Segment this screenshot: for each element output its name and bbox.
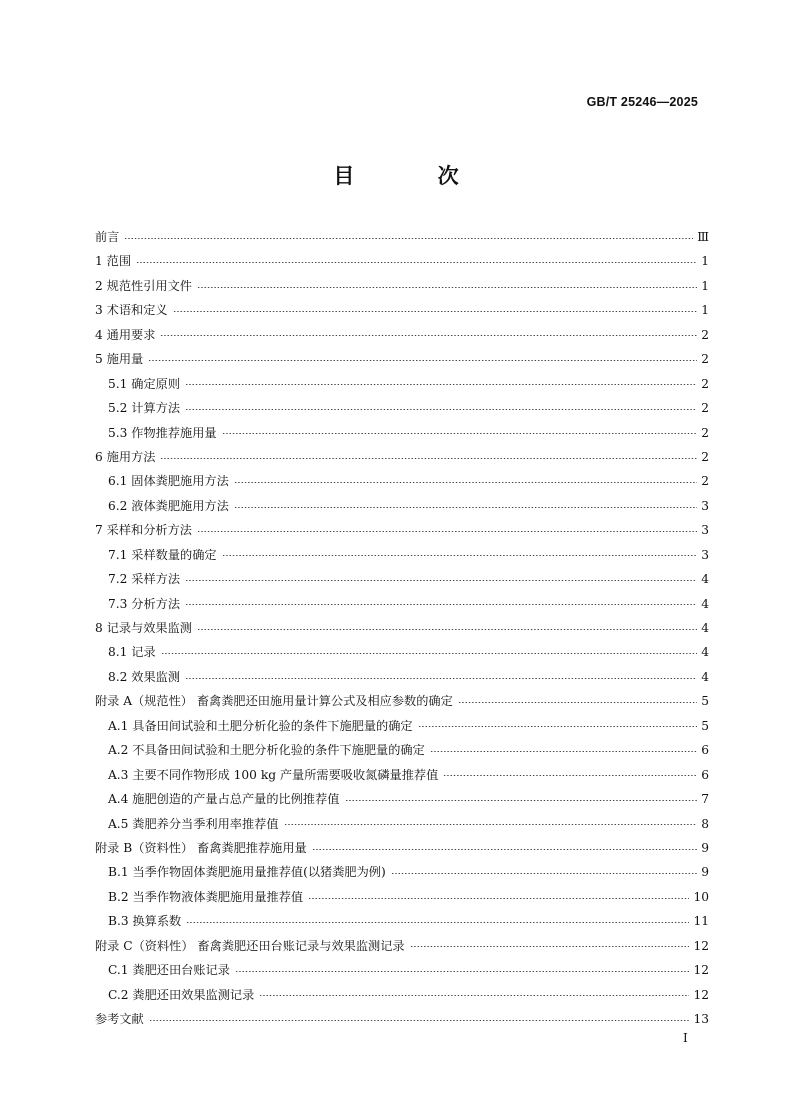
toc-entry-page: 3: [701, 498, 709, 513]
toc-entry[interactable]: [95, 396, 709, 420]
toc-entry-label: A.1 具备田间试验和土肥分析化验的条件下施肥量的确定: [108, 718, 413, 733]
toc-entry-label: 3 术语和定义: [95, 303, 168, 318]
toc-entry[interactable]: [95, 763, 709, 787]
toc-entry[interactable]: [95, 249, 709, 273]
toc-entry-label: A.2 不具备田间试验和土肥分析化验的条件下施肥量的确定: [108, 743, 425, 758]
toc-dot-leader: [185, 678, 697, 679]
toc-entry-page: 1: [701, 278, 709, 293]
toc-entry[interactable]: [95, 225, 709, 249]
toc-entry-label: 4 通用要求: [95, 327, 156, 342]
toc-entry-label: C.2 粪肥还田效果监测记录: [108, 987, 255, 1002]
toc-dot-leader: [443, 775, 697, 776]
toc-dot-leader: [234, 507, 697, 508]
toc-dot-leader: [222, 433, 697, 434]
toc-entry-page: 9: [701, 865, 709, 880]
toc-entry[interactable]: [95, 885, 709, 909]
toc-entry-page: 12: [693, 963, 709, 978]
toc-entry-label: 附录 B（资料性） 畜禽粪肥推荐施用量: [95, 840, 307, 855]
toc-entry[interactable]: [95, 787, 709, 811]
toc-entry[interactable]: [95, 567, 709, 591]
toc-dot-leader: [185, 384, 697, 385]
toc-dot-leader: [197, 531, 697, 532]
toc-entry[interactable]: [95, 1007, 709, 1031]
toc-entry-label: 7 采样和分析方法: [95, 523, 192, 538]
toc-dot-leader: [186, 922, 689, 923]
toc-entry[interactable]: [95, 543, 709, 567]
toc-dot-leader: [308, 898, 689, 899]
toc-entry[interactable]: [95, 689, 709, 713]
toc-entry-page: 4: [701, 621, 709, 635]
toc-entry-page: 2: [701, 376, 709, 391]
toc-entry-page: 6: [701, 767, 709, 782]
toc-entry-page: 4: [701, 596, 709, 611]
toc-entry[interactable]: [95, 714, 709, 738]
toc-entry[interactable]: [95, 640, 709, 664]
toc-entry-label: 6.1 固体粪肥施用方法: [108, 474, 229, 489]
toc-dot-leader: [160, 335, 697, 336]
toc-entry-page: 13: [693, 1012, 709, 1026]
toc-entry[interactable]: [95, 469, 709, 493]
toc-entry-label: 附录 C（资料性） 畜禽粪肥还田台账记录与效果监测记录: [95, 938, 405, 953]
toc-entry-label: 1 范围: [95, 254, 132, 269]
toc-entry[interactable]: [95, 372, 709, 396]
toc-entry[interactable]: [95, 983, 709, 1007]
toc-entry-label: B.3 换算系数: [108, 914, 182, 929]
toc-entry[interactable]: [95, 518, 709, 542]
toc-entry-page: 3: [701, 547, 709, 562]
toc-entry-page: 4: [701, 645, 709, 660]
toc-entry[interactable]: [95, 494, 709, 518]
toc-entry-label: 6.2 液体粪肥施用方法: [108, 498, 229, 513]
toc-entry-label: A.3 主要不同作物形成 100 kg 产量所需要吸收氮磷量推荐值: [108, 767, 439, 782]
toc-entry-page: 4: [701, 572, 709, 587]
toc-dot-leader: [136, 262, 697, 263]
toc-entry-page: 11: [693, 914, 709, 929]
toc-dot-leader: [185, 580, 697, 581]
toc-entry-label: 7.1 采样数量的确定: [108, 547, 217, 562]
toc-dot-leader: [173, 311, 697, 312]
toc-entry-page: 9: [701, 840, 709, 855]
toc-entry-page: 2: [701, 449, 709, 464]
toc-dot-leader: [312, 849, 697, 850]
toc-entry-page: 2: [701, 425, 709, 440]
toc-entry-label: 5.2 计算方法: [108, 401, 181, 416]
toc-entry[interactable]: [95, 860, 709, 884]
toc-entry-page: 3: [701, 523, 709, 538]
toc-entry-page: 1: [701, 254, 709, 269]
toc-dot-leader: [418, 726, 697, 727]
toc-entry[interactable]: [95, 445, 709, 469]
toc-dot-leader: [234, 482, 697, 483]
toc-entry-label: 8.2 效果监测: [108, 669, 181, 684]
toc-dot-leader: [391, 873, 697, 874]
page-title: 目 次: [333, 164, 497, 188]
toc-entry-page: 2: [701, 401, 709, 416]
toc-entry[interactable]: [95, 592, 709, 616]
toc-dot-leader: [284, 824, 697, 825]
toc-dot-leader: [458, 702, 697, 703]
toc-entry[interactable]: [95, 298, 709, 322]
toc-entry-label: 7.2 采样方法: [108, 572, 181, 587]
toc-entry-page: Ⅲ: [697, 230, 709, 244]
toc-entry[interactable]: [95, 665, 709, 689]
toc-entry[interactable]: [95, 934, 709, 958]
toc-entry[interactable]: [95, 323, 709, 347]
toc-entry-label: B.2 当季作物液体粪肥施用量推荐值: [108, 889, 304, 904]
toc-entry[interactable]: [95, 616, 709, 640]
toc-entry[interactable]: [95, 347, 709, 371]
toc-entry[interactable]: [95, 958, 709, 982]
toc-entry-label: 2 规范性引用文件: [95, 278, 192, 293]
toc-entry-label: 8 记录与效果监测: [95, 621, 192, 635]
toc-entry-page: 2: [701, 327, 709, 342]
toc-entry[interactable]: [95, 836, 709, 860]
toc-entry-page: 2: [701, 474, 709, 489]
toc-dot-leader: [124, 238, 693, 239]
toc-dot-leader: [197, 629, 697, 630]
toc-entry-page: 12: [693, 987, 709, 1002]
toc-dot-leader: [430, 751, 697, 752]
page-number: I: [683, 1031, 688, 1045]
toc-entry-page: 4: [701, 669, 709, 684]
table-of-contents: [95, 225, 709, 1031]
toc-entry-label: 附录 A（规范性） 畜禽粪肥还田施用量计算公式及相应参数的确定: [95, 694, 453, 709]
toc-dot-leader: [222, 555, 697, 556]
toc-dot-leader: [259, 995, 689, 996]
toc-entry-label: 6 施用方法: [95, 449, 156, 464]
toc-dot-leader: [161, 653, 697, 654]
toc-entry-label: 5 施用量: [95, 352, 144, 367]
toc-entry-label: 参考文献: [95, 1012, 144, 1026]
toc-entry-page: 1: [701, 303, 709, 318]
toc-entry-label: B.1 当季作物固体粪肥施用量推荐值(以猪粪肥为例): [108, 865, 386, 880]
toc-entry-page: 12: [693, 938, 709, 953]
toc-dot-leader: [197, 287, 697, 288]
toc-dot-leader: [235, 971, 690, 972]
toc-entry-page: 5: [701, 718, 709, 733]
standard-code: GB/T 25246—2025: [586, 95, 698, 109]
toc-entry-label: 8.1 记录: [108, 645, 156, 660]
toc-entry-label: 7.3 分析方法: [108, 596, 181, 611]
toc-entry-label: 5.3 作物推荐施用量: [108, 425, 217, 440]
toc-entry[interactable]: [95, 274, 709, 298]
toc-entry-page: 6: [701, 743, 709, 758]
toc-entry[interactable]: [95, 812, 709, 836]
toc-entry-label: A.5 粪肥养分当季利用率推荐值: [108, 816, 279, 831]
toc-entry-label: A.4 施肥创造的产量占总产量的比例推荐值: [108, 792, 340, 807]
toc-entry-page: 2: [701, 352, 709, 367]
toc-dot-leader: [149, 1020, 690, 1021]
toc-entry-page: 8: [701, 816, 709, 831]
toc-entry[interactable]: [95, 738, 709, 762]
toc-entry-label: C.1 粪肥还田台账记录: [108, 963, 230, 978]
toc-dot-leader: [148, 360, 697, 361]
toc-dot-leader: [345, 800, 698, 801]
toc-entry-page: 5: [701, 694, 709, 709]
toc-dot-leader: [410, 946, 690, 947]
toc-entry[interactable]: [95, 909, 709, 933]
toc-entry-page: 7: [701, 792, 709, 807]
toc-entry-label: 5.1 确定原则: [108, 376, 181, 391]
toc-dot-leader: [185, 604, 697, 605]
toc-entry-page: 10: [693, 889, 709, 904]
toc-entry[interactable]: [95, 421, 709, 445]
toc-dot-leader: [185, 409, 697, 410]
toc-entry-label: 前言: [95, 230, 120, 244]
toc-dot-leader: [160, 458, 697, 459]
